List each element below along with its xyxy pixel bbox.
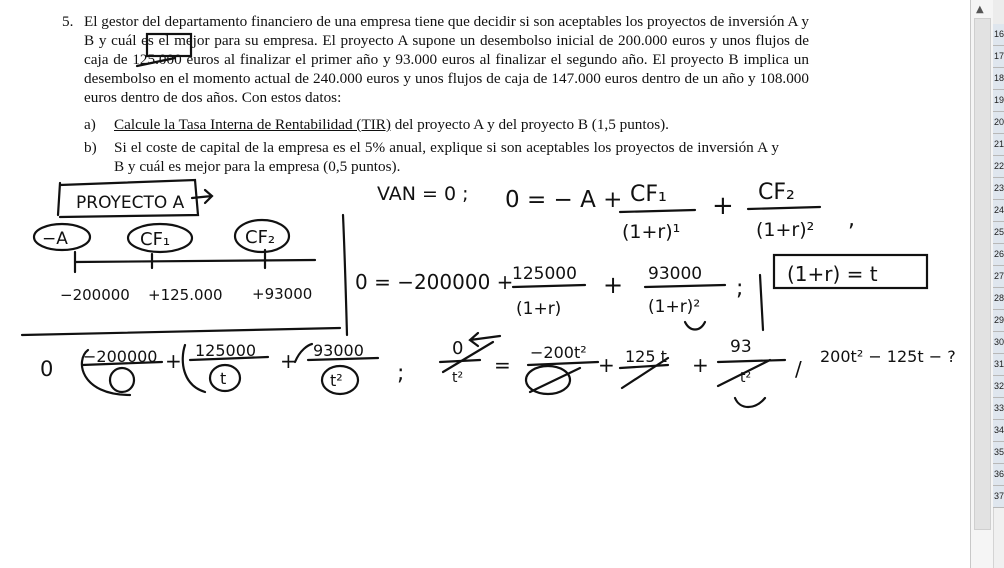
scroll-up-arrow-icon[interactable]: ▲ <box>976 4 984 15</box>
hw-eq3-a: −200000 <box>83 347 158 366</box>
hw-den2: (1+r)² <box>756 219 815 241</box>
hw-eq3-zero: 0 <box>452 338 464 359</box>
hw-cf2: CF₂ <box>245 227 276 248</box>
hw-den1: (1+r)¹ <box>622 221 681 243</box>
row-header[interactable]: 35 <box>993 442 1004 464</box>
row-header[interactable]: 31 <box>993 354 1004 376</box>
question-a-label: a) <box>84 116 96 133</box>
vertical-scrollbar[interactable] <box>971 0 994 568</box>
row-header[interactable]: 36 <box>993 464 1004 486</box>
hw-eq3-c: 93000 <box>313 341 364 360</box>
hw-plus-6: + <box>692 353 709 377</box>
row-header-corner <box>993 0 1004 24</box>
hw-van-rhs: 0 = − A + <box>505 187 623 213</box>
row-number-column <box>993 24 1004 508</box>
row-header[interactable]: 28 <box>993 288 1004 310</box>
hw-eq2-d2: (1+r)² <box>648 297 701 317</box>
hw-eq2-n2: 93000 <box>648 264 703 284</box>
right-panel <box>970 0 1004 568</box>
hw-eq2-d1: (1+r) <box>516 299 562 319</box>
hw-plus-1: + <box>712 191 734 221</box>
hw-van-eq: VAN = 0 ; <box>377 183 469 205</box>
row-header[interactable]: 20 <box>993 112 1004 134</box>
hw-plus-4: + <box>280 349 297 373</box>
frac-bar-1 <box>620 210 695 212</box>
hw-flow-2: +93000 <box>252 285 313 303</box>
question-b-label: b) <box>84 139 97 156</box>
frac-bar-9 <box>528 362 598 365</box>
cancel-slash-1 <box>443 342 493 372</box>
frac-bar-11 <box>718 360 785 362</box>
hw-minus-a: −A <box>42 229 68 249</box>
row-header[interactable]: 19 <box>993 90 1004 112</box>
question-a-rest: del proyecto A y del proyecto B (1,5 puntos). <box>391 116 669 133</box>
hw-equals: = <box>494 353 511 377</box>
row-header[interactable]: 30 <box>993 332 1004 354</box>
row-header[interactable]: 16 <box>993 24 1004 46</box>
question-a-underlined: Calcule la Tasa Interna de Rentabilidad (TIR) <box>114 116 391 133</box>
move-arrow <box>470 333 500 346</box>
hw-eq3-t3: 93 <box>730 337 752 357</box>
separator-line <box>22 328 340 335</box>
hw-eq3-tail: 200t² − 125t − ? <box>820 347 956 366</box>
hw-plus-3: + <box>165 349 182 373</box>
hw-eq3-zd: t² <box>452 370 464 386</box>
row-header[interactable]: 33 <box>993 398 1004 420</box>
row-header[interactable]: 26 <box>993 244 1004 266</box>
hw-cf2-num: CF₂ <box>758 180 795 205</box>
ink-text <box>40 180 956 390</box>
hw-semicolon-2: ; <box>397 361 405 386</box>
frac-bar-2 <box>748 207 820 209</box>
hw-eq3-lhs: 0 <box>40 357 54 381</box>
hw-flow-1: +125.000 <box>148 286 223 304</box>
hw-eq3-t2: 125 t <box>625 347 667 366</box>
row-header[interactable]: 23 <box>993 178 1004 200</box>
row-header[interactable]: 24 <box>993 200 1004 222</box>
hw-slash: / <box>795 357 802 381</box>
row-header[interactable]: 25 <box>993 222 1004 244</box>
row-header[interactable]: 27 <box>993 266 1004 288</box>
hw-eq3-t3d: t² <box>740 370 752 386</box>
strike-mark <box>137 58 175 66</box>
row-header[interactable]: 37 <box>993 486 1004 508</box>
problem-number: 5. <box>62 13 74 30</box>
hw-eq3-bd: t <box>220 369 227 388</box>
hw-eq2-lhs: 0 = −200000 + <box>355 270 514 294</box>
hw-plus-2: + <box>603 271 624 299</box>
cancel-slash-2 <box>530 368 580 392</box>
timeline-line <box>75 260 315 262</box>
hw-comma: , <box>848 207 855 232</box>
hw-cf1-num: CF₁ <box>630 182 667 207</box>
frac-bar-3 <box>513 285 585 287</box>
row-header[interactable]: 22 <box>993 156 1004 178</box>
highlight-box-ayb <box>147 34 191 56</box>
question-b-text: Si el coste de capital de la empresa es el 5% anual, explique si son aceptables los proyectos de inversión A y B y cuál es mejor para la empresa (0,5 puntos). <box>114 139 779 175</box>
row-header[interactable]: 29 <box>993 310 1004 332</box>
hw-eq3-cd: t² <box>330 371 343 390</box>
row-header[interactable]: 17 <box>993 46 1004 68</box>
hw-plus-5: + <box>598 353 615 377</box>
hw-cf1: CF₁ <box>140 229 171 250</box>
hw-box-sub: (1+r) = t <box>787 262 878 286</box>
row-header[interactable]: 18 <box>993 68 1004 90</box>
hw-eq2-n1: 125000 <box>512 264 577 284</box>
check-mark-1 <box>735 398 765 407</box>
hw-semicolon-1: ; <box>736 276 744 301</box>
circle-t0 <box>110 368 134 392</box>
divider-stroke <box>760 275 763 330</box>
check-mark-2 <box>685 322 705 330</box>
problem-text: El gestor del departamento financiero de una empresa tiene que decidir si son aceptables los proyectos de inversión A y B y cuál es el mejor para su empresa. El proyecto A supone un desembolso inicial de 200.000 euros y unos flujos de caja de 125.000 euros al finalizar el primer año y 93.000 euros al finalizar el segundo año. El proyecto B implica un desembolso en el momento actual de 240.000 euros y unos flujos de caja de 147.000 euros dentro de un año y 108.000 euros dentro de dos años. Con estos datos: <box>84 13 809 106</box>
hw-proyecto: PROYECTO A <box>76 193 185 213</box>
scrollbar-thumb[interactable] <box>974 18 991 530</box>
vertical-separator <box>343 215 347 335</box>
hw-eq3-b: 125000 <box>195 341 257 360</box>
row-header[interactable]: 32 <box>993 376 1004 398</box>
row-header[interactable]: 21 <box>993 134 1004 156</box>
frac-bar-4 <box>645 285 725 287</box>
hw-flow-0: −200000 <box>60 286 130 304</box>
row-header[interactable]: 34 <box>993 420 1004 442</box>
hw-eq3-t1: −200t² <box>530 343 587 362</box>
